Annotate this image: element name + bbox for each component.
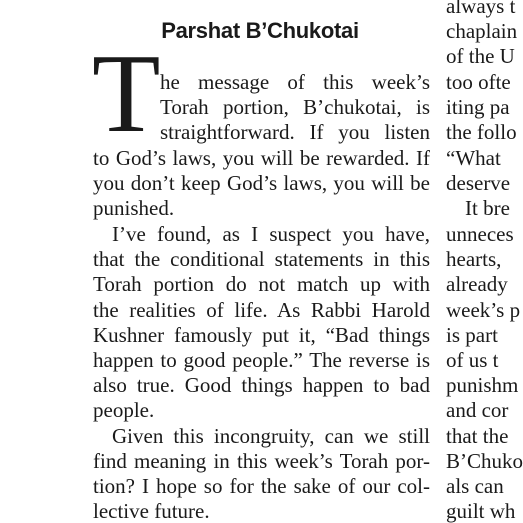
article-line: that the conditional statements in this	[93, 247, 430, 271]
next-column-line: als can	[446, 474, 504, 498]
next-column-line: guilt wh	[446, 499, 516, 523]
next-column-line: of the U	[446, 44, 515, 68]
next-column-line: already	[446, 272, 508, 296]
next-column-line: iting pa	[446, 95, 510, 119]
article-line: also true. Good things happen to bad	[93, 373, 430, 397]
article-headline: Parshat B’Chukotai	[161, 18, 359, 43]
article-line: Kushner famously put it, “Bad things	[93, 323, 430, 347]
next-column-line: “What	[446, 146, 501, 170]
article-line: tion? I hope so for the sake of our col-	[93, 474, 430, 498]
next-column-line: It bre	[465, 196, 510, 220]
article-line: straightforward. If you listen	[160, 120, 430, 144]
article-line: Torah portion do not match up with	[93, 272, 430, 296]
article-line: Torah portion, B’chukotai, is	[160, 95, 430, 119]
article-line: lective future.	[93, 499, 210, 523]
next-column-line: of us t	[446, 348, 499, 372]
next-column	[446, 0, 523, 523]
article-line: people.	[93, 398, 155, 422]
article-line: happen to good people.” The reverse is	[93, 348, 430, 372]
next-column-line: B’Chuko	[446, 449, 523, 473]
next-column-line: unneces	[446, 222, 514, 246]
article-line: Given this incongruity, can we still	[112, 424, 430, 448]
next-column-line: deserve	[446, 171, 511, 195]
next-column-line: week’s p	[446, 298, 521, 322]
next-column-line: and cor	[446, 398, 509, 422]
next-column-line: punishm	[446, 373, 519, 397]
next-column-line: is part	[446, 323, 498, 347]
article-line: the realities of life. As Rabbi Harold	[93, 298, 430, 322]
next-column-line: hearts,	[446, 247, 502, 271]
drop-cap: T	[92, 32, 161, 156]
next-column-line: that the	[446, 424, 509, 448]
article-line: he message of this week’s	[160, 70, 430, 94]
next-column-line: the follo	[446, 120, 517, 144]
next-column-line: always t	[446, 0, 516, 18]
article-line: to God’s laws, you will be rewarded. If	[93, 146, 430, 170]
article-line: find meaning in this week’s Torah por-	[93, 449, 430, 473]
next-column-line: chaplain	[446, 19, 518, 43]
article-line: you don’t keep God’s laws, you will be	[93, 171, 430, 195]
article-line: I’ve found, as I suspect you have,	[112, 222, 430, 246]
next-column-line: too ofte	[446, 70, 511, 94]
article-line: punished.	[93, 196, 175, 220]
